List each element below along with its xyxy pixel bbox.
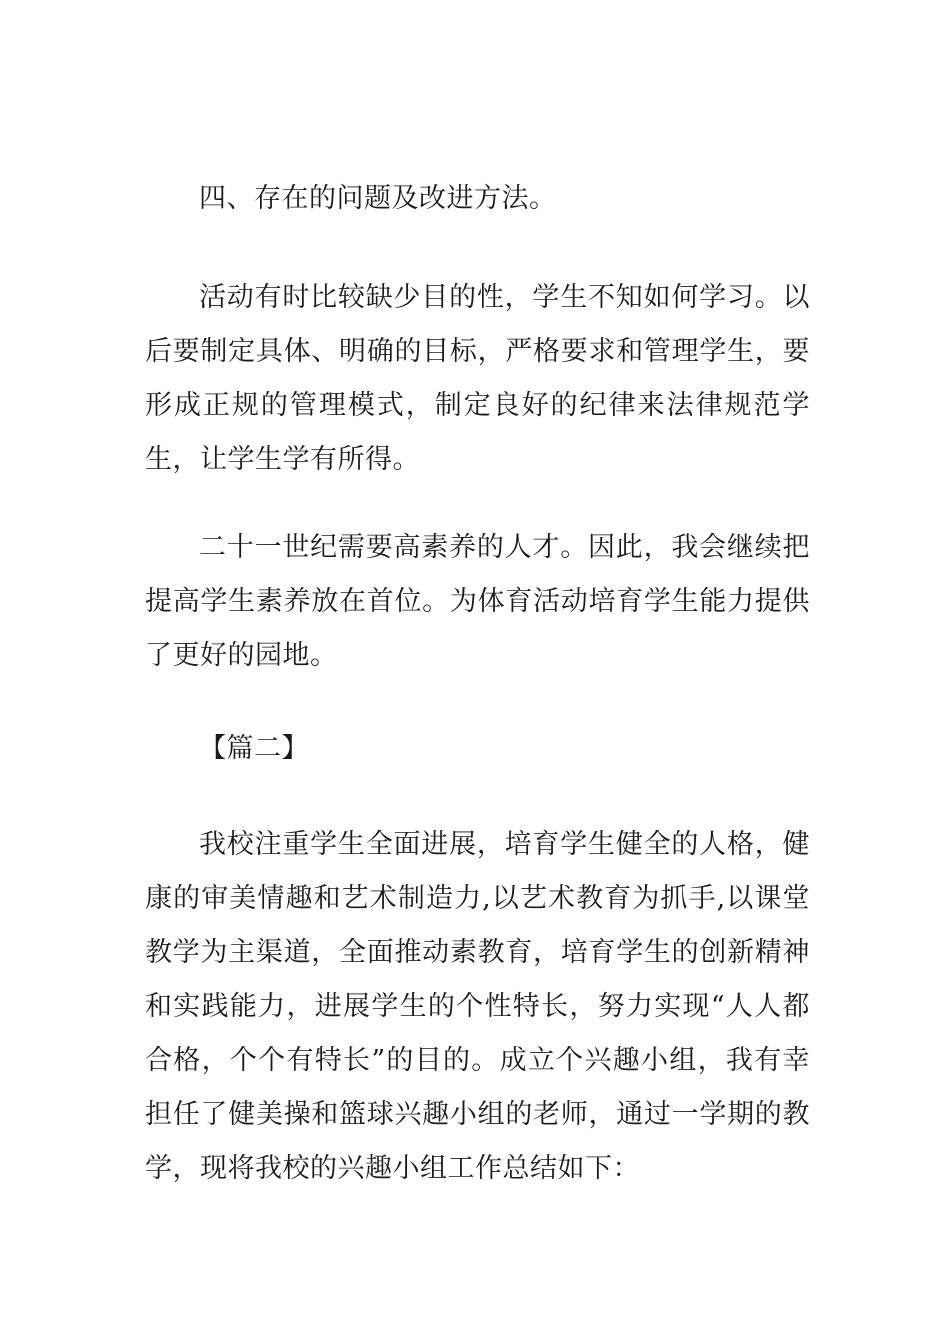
part-two-title: 【篇二】	[199, 733, 309, 764]
section-heading-four: 四、存在的问题及改进方法。	[199, 183, 557, 214]
paragraph-part-two-intro: 我校注重学生全面进展，培育学生健全的人格，健康的审美情趣和艺术制造力,以艺术教育为抓手,以课堂教学为主渠道，全面推动素教育，培育学生的创新精神和实践能力，进展学生的个性特长，努力实现“人人都合格，个个有特长”的目的。成立个兴趣小组，我有幸担任了健美操和篮球兴趣小组的老师，通过一学期的教学，现将我校的兴趣小组工作总结如下：	[145, 829, 810, 1184]
paragraph-problems: 活动有时比较缺少目的性，学生不知如何学习。以后要制定具体、明确的目标，严格要求和管理学生，要形成正规的管理模式，制定良好的纪律来法律规范学生，让学生学有所得。	[145, 282, 810, 475]
paragraph-conclusion: 二十一世纪需要高素养的人才。因此，我会继续把提高学生素养放在首位。为体育活动培育学生能力提供了更好的园地。	[145, 532, 810, 671]
